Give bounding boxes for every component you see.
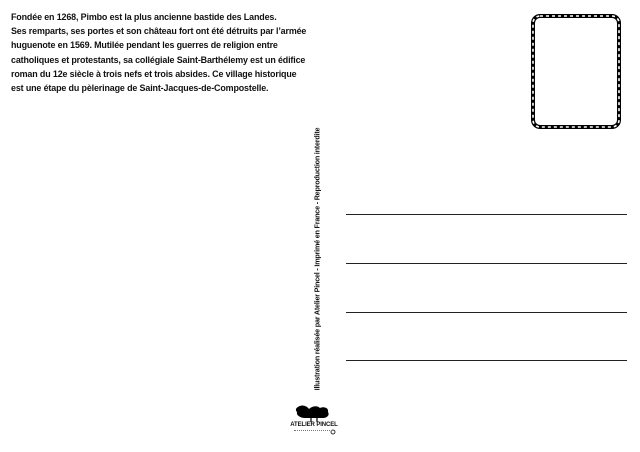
description-line: huguenote en 1569. Mutilée pendant les guerres de religion entre — [11, 40, 278, 52]
description-line: Ses remparts, ses portes et son château fort ont été détruits par l’armée — [11, 26, 307, 38]
description-line: est une étape du pèlerinage de Saint-Jacques-de-Compostelle. — [11, 83, 269, 95]
address-line — [346, 263, 627, 264]
stamp-frame-icon — [530, 13, 622, 130]
description-text — [11, 11, 307, 96]
logo-text: ATELIER PINCEL — [290, 422, 338, 428]
address-line — [346, 360, 627, 361]
logo-divider — [294, 430, 334, 433]
description-line: roman du 12e siècle à trois nefs et trois absides. Ce village historique — [11, 68, 297, 80]
address-line — [346, 312, 627, 313]
description-line: catholiques et protestants, sa collégiale Saint-Barthélemy est un édifice — [11, 54, 306, 66]
address-line — [346, 214, 627, 215]
credit-vertical-text — [312, 128, 322, 390]
description-line: Fondée en 1268, Pimbo est la plus ancienne bastide des Landes. — [11, 12, 277, 23]
credit-text: Illustration réalisée par Atelier Pincel - Imprimé en France - Reproduction interdite — [312, 127, 322, 391]
